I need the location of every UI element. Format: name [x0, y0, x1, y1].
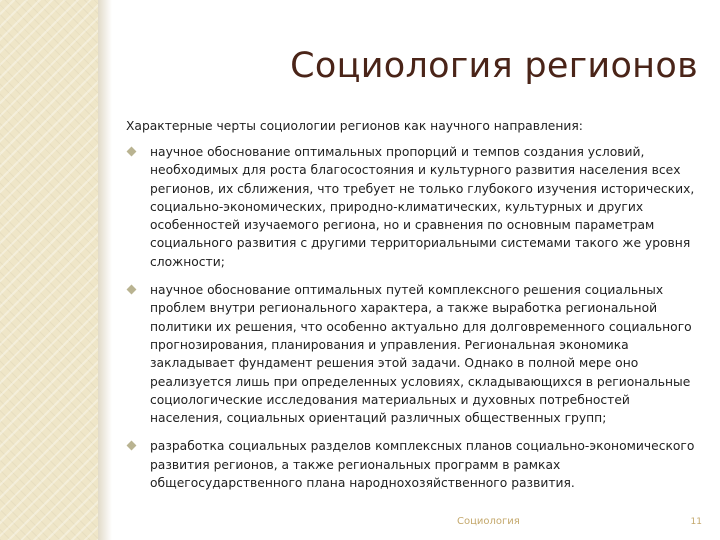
diamond-bullet-icon — [127, 147, 137, 157]
intro-text: Характерные черты социологии регионов как научного направления: — [126, 119, 583, 133]
slide-title: Социология регионов — [290, 46, 698, 86]
diamond-bullet-icon — [127, 285, 137, 295]
list-item — [126, 437, 700, 492]
footer-text: Социология — [457, 516, 520, 527]
diamond-bullet-icon — [127, 441, 137, 451]
page-number: 11 — [690, 517, 702, 527]
list-item-text: разработка социальных разделов комплексных планов социально-экономического развития регионов, а также региональных программ в рамках общегосударственного плана народнохозяйственного развития. — [150, 439, 695, 491]
decorative-side-band — [0, 0, 98, 540]
list-item-text: научное обоснование оптимальных пропорций и темпов создания условий, необходимых для роста благосостояния и культурного развития населения всех регионов, их сближения, что требует не только глубокого изучения исторических, социально-экономических, природно-климатических, культурных и других особенностей изучаемого региона, но и сравнения по основным параметрам социального развития с другими территориальными системами такого же уровня сложности; — [150, 145, 695, 269]
list-item — [126, 143, 700, 271]
list-item-text: научное обоснование оптимальных путей комплексного решения социальных проблем внутри регионального характера, а также выработка региональной политики их решения, что особенно актуально для долговременного социального прогнозирования, планирования и управления. Региональная экономика закладывает фундамент решения этой задачи. Однако в полной мере оно реализуется лишь при определенных условиях, складывающихся в региональные социологические исследования материальных и духовных потребностей населения, социальных ориентаций различных общественных групп; — [150, 283, 692, 426]
side-band-shadow — [98, 0, 112, 540]
bullet-list — [126, 143, 700, 502]
list-item — [126, 281, 700, 427]
